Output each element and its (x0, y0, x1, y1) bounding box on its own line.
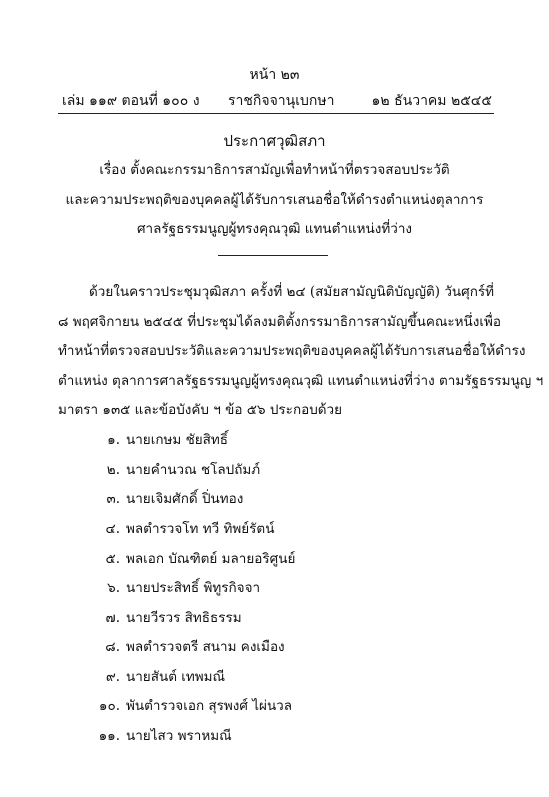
member-name: นายสันต์ เทพมณี (126, 669, 226, 685)
member-name: นายวีรวร สิทธิธรรม (126, 610, 242, 626)
subject-line: เรื่อง ตั้งคณะกรรมาธิการสามัญเพื่อทำหน้าที่ตรวจสอบประวัติ (99, 162, 450, 178)
member-name: พันตำรวจเอก สุรพงศ์ ไผ่นวล (126, 698, 293, 714)
member-number: ๗. (105, 610, 120, 626)
member-name: พลเอก บัณฑิตย์ มลายอริศูนย์ (126, 551, 296, 567)
volume-issue: เล่ม ๑๑๙ ตอนที่ ๑๐๐ ง (62, 93, 200, 109)
member-number: ๖. (107, 580, 120, 596)
member-number: ๘. (105, 639, 120, 655)
member-name: นายคำนวณ ชโลปถัมภ์ (126, 462, 261, 478)
subject-line: และความประพฤติของบุคคลผู้ได้รับการเสนอชื่อให้ดำรงตำแหน่งตุลาการ (65, 192, 484, 208)
announcement-title: ประกาศวุฒิสภา (223, 132, 326, 150)
member-number: ๕. (105, 551, 120, 567)
header-divider (58, 113, 494, 114)
publication-date: ๑๒ ธันวาคม ๒๕๔๕ (371, 93, 492, 109)
member-number: ๓. (106, 491, 120, 507)
member-name: นายเกษม ชัยสิทธิ์ (126, 432, 229, 448)
member-name: นายเจิมศักดิ์ ปิ่นทอง (126, 491, 244, 507)
member-number: ๑๑. (98, 728, 120, 744)
member-number: ๑๐. (98, 698, 120, 714)
body-text-line: ๘ พฤศจิกายน ๒๕๔๕ ที่ประชุมได้ลงมติตั้งกรรมาธิการสามัญขึ้นคณะหนึ่งเพื่อ (58, 314, 501, 330)
member-name: พลตำรวจตรี สนาม คงเมือง (126, 639, 285, 655)
body-text-line: ทำหน้าที่ตรวจสอบประวัติและความประพฤติของบุคคลผู้ได้รับการเสนอชื่อให้ดำรง (58, 343, 526, 359)
body-text-line: ด้วยในคราวประชุมวุฒิสภา ครั้งที่ ๒๔ (สมัยสามัญนิติบัญญัติ) วันศุกร์ที่ (89, 284, 495, 300)
member-name: นายไสว พราหมณี (126, 728, 232, 744)
title-divider (218, 255, 328, 256)
member-number: ๒. (106, 462, 120, 478)
body-text-line: ตำแหน่ง ตุลาการศาลรัฐธรรมนูญผู้ทรงคุณวุฒิ แทนตำแหน่งที่ว่าง ตามรัฐธรรมนูญ ฯ (58, 373, 544, 389)
member-name: นายประสิทธิ์ พิทูรกิจจา (126, 580, 261, 596)
gazette-name: ราชกิจจานุเบกษา (228, 93, 335, 109)
page-number: หน้า ๒๓ (249, 67, 300, 83)
subject-line: ศาลรัฐธรรมนูญผู้ทรงคุณวุฒิ แทนตำแหน่งที่ว่าง (136, 221, 413, 237)
member-name: พลตำรวจโท ทวี ทิพย์รัตน์ (126, 521, 275, 537)
member-number: ๔. (105, 521, 120, 537)
body-text-line: มาตรา ๑๓๕ และข้อบังคับ ฯ ข้อ ๕๖ ประกอบด้วย (58, 402, 343, 418)
member-number: ๑. (107, 432, 120, 448)
member-number: ๙. (105, 669, 120, 685)
